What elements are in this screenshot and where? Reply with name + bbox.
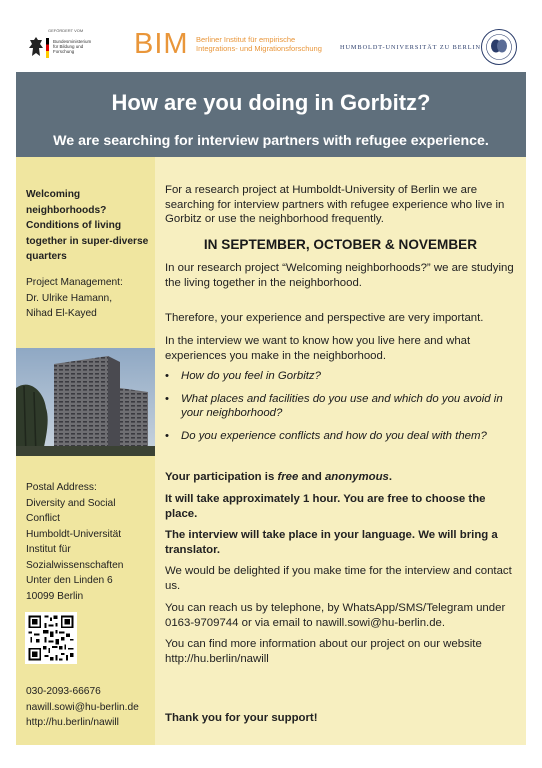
question-list: [165, 369, 517, 443]
participation-end: .: [388, 471, 393, 483]
main-content: [155, 157, 526, 745]
address-label: Postal Address:: [26, 482, 97, 493]
qr-code[interactable]: [25, 612, 77, 664]
contact-phone[interactable]: 030-2093-66676: [26, 686, 101, 697]
address-line: 10099 Berlin: [26, 590, 84, 602]
question-item: • How do you feel in Gorbitz?: [165, 369, 517, 384]
contact-website[interactable]: http://hu.berlin/nawill: [26, 717, 119, 728]
hu-logo: [340, 28, 520, 68]
project-management: [26, 275, 152, 322]
participation-free: free: [277, 471, 299, 483]
page-subtitle: We are searching for interview partners with refugee experience.: [53, 133, 489, 149]
title-banner: [16, 72, 526, 157]
bmbf-logo: [28, 28, 92, 68]
project-paragraph: In our research project “Welcoming neighborhoods?” we are studying the living together in the neighborhood.: [165, 262, 514, 289]
pm-name: Dr. Ulrike Hamann,: [26, 292, 113, 304]
contact-info: [26, 684, 156, 731]
pm-label: Project Management:: [26, 277, 123, 288]
federal-eagle-icon: [28, 36, 44, 58]
question-item: • What places and facilities do you use and which do you avoid in your neighborhood?: [165, 392, 517, 421]
hu-name: HUMBOLDT-UNIVERSITÄT ZU BERLIN: [340, 44, 482, 51]
postal-address: [26, 480, 152, 604]
participation-text: [165, 470, 517, 485]
reach-text: You can reach us by telephone, by WhatsApp/SMS/Telegram under 0163-9709744 or via email to nawill.sowi@hu-berlin.de.: [165, 602, 506, 629]
contact-email[interactable]: nawill.sowi@hu-berlin.de: [26, 701, 139, 713]
participation-anonymous: anonymous: [324, 471, 389, 483]
interview-paragraph: In the interview we want to know how you live here and what experiences you make in the neighborhood.: [165, 335, 471, 362]
logo-row: [0, 0, 542, 72]
more-info-text: You can find more information about our project on our website http://hu.berlin/nawill: [165, 638, 482, 665]
address-line: Humboldt-Universität: [26, 528, 122, 540]
question-item: • Do you experience conflicts and how do you deal with them?: [165, 429, 517, 444]
project-title: Welcoming neighborhoods? Conditions of living together in super-diverse quarters: [26, 189, 149, 262]
participation-pre: Your participation is: [165, 471, 278, 483]
thanks-text: Thank you for your support!: [165, 712, 318, 724]
address-line: Unter den Linden 6: [26, 575, 113, 586]
gorbitz-photo: [16, 348, 155, 456]
participation-mid: and: [298, 471, 325, 483]
intro-paragraph: For a research project at Humboldt-University of Berlin we are searching for interview partners with refugee experience who live in Gorbitz or use the neighborhood frequently.: [165, 184, 505, 225]
language-text: The interview will take place in your language. We will bring a translator.: [165, 529, 498, 556]
bim-subtitle: Berliner Institut für empirische Integrations- und Migrationsforschung: [196, 35, 322, 53]
university-seal-icon: [480, 28, 518, 66]
bim-mark: BIM: [134, 28, 189, 60]
bmbf-pretext: GEFÖRDERT VOM: [48, 28, 84, 33]
delighted-text: We would be delighted if you make time for the interview and contact us.: [165, 565, 512, 592]
address-line: Institut für Sozialwissenschaften: [26, 544, 124, 571]
importance-paragraph: Therefore, your experience and perspective are very important.: [165, 312, 484, 324]
info-sidebar: [16, 157, 155, 745]
bmbf-text: Bundesministerium für Bildung und Forschung: [53, 39, 92, 54]
dates-heading: IN SEPTEMBER, OCTOBER & NOVEMBER: [203, 237, 478, 252]
pm-name: Nihad El-Kayed: [26, 308, 97, 319]
bim-logo: [134, 30, 324, 60]
german-flag-stripe: [46, 38, 49, 58]
address-line: Diversity and Social Conflict: [26, 497, 116, 524]
page-title: How are you doing in Gorbitz?: [111, 90, 431, 115]
duration-text: It will take approximately 1 hour. You are free to choose the place.: [165, 493, 486, 520]
